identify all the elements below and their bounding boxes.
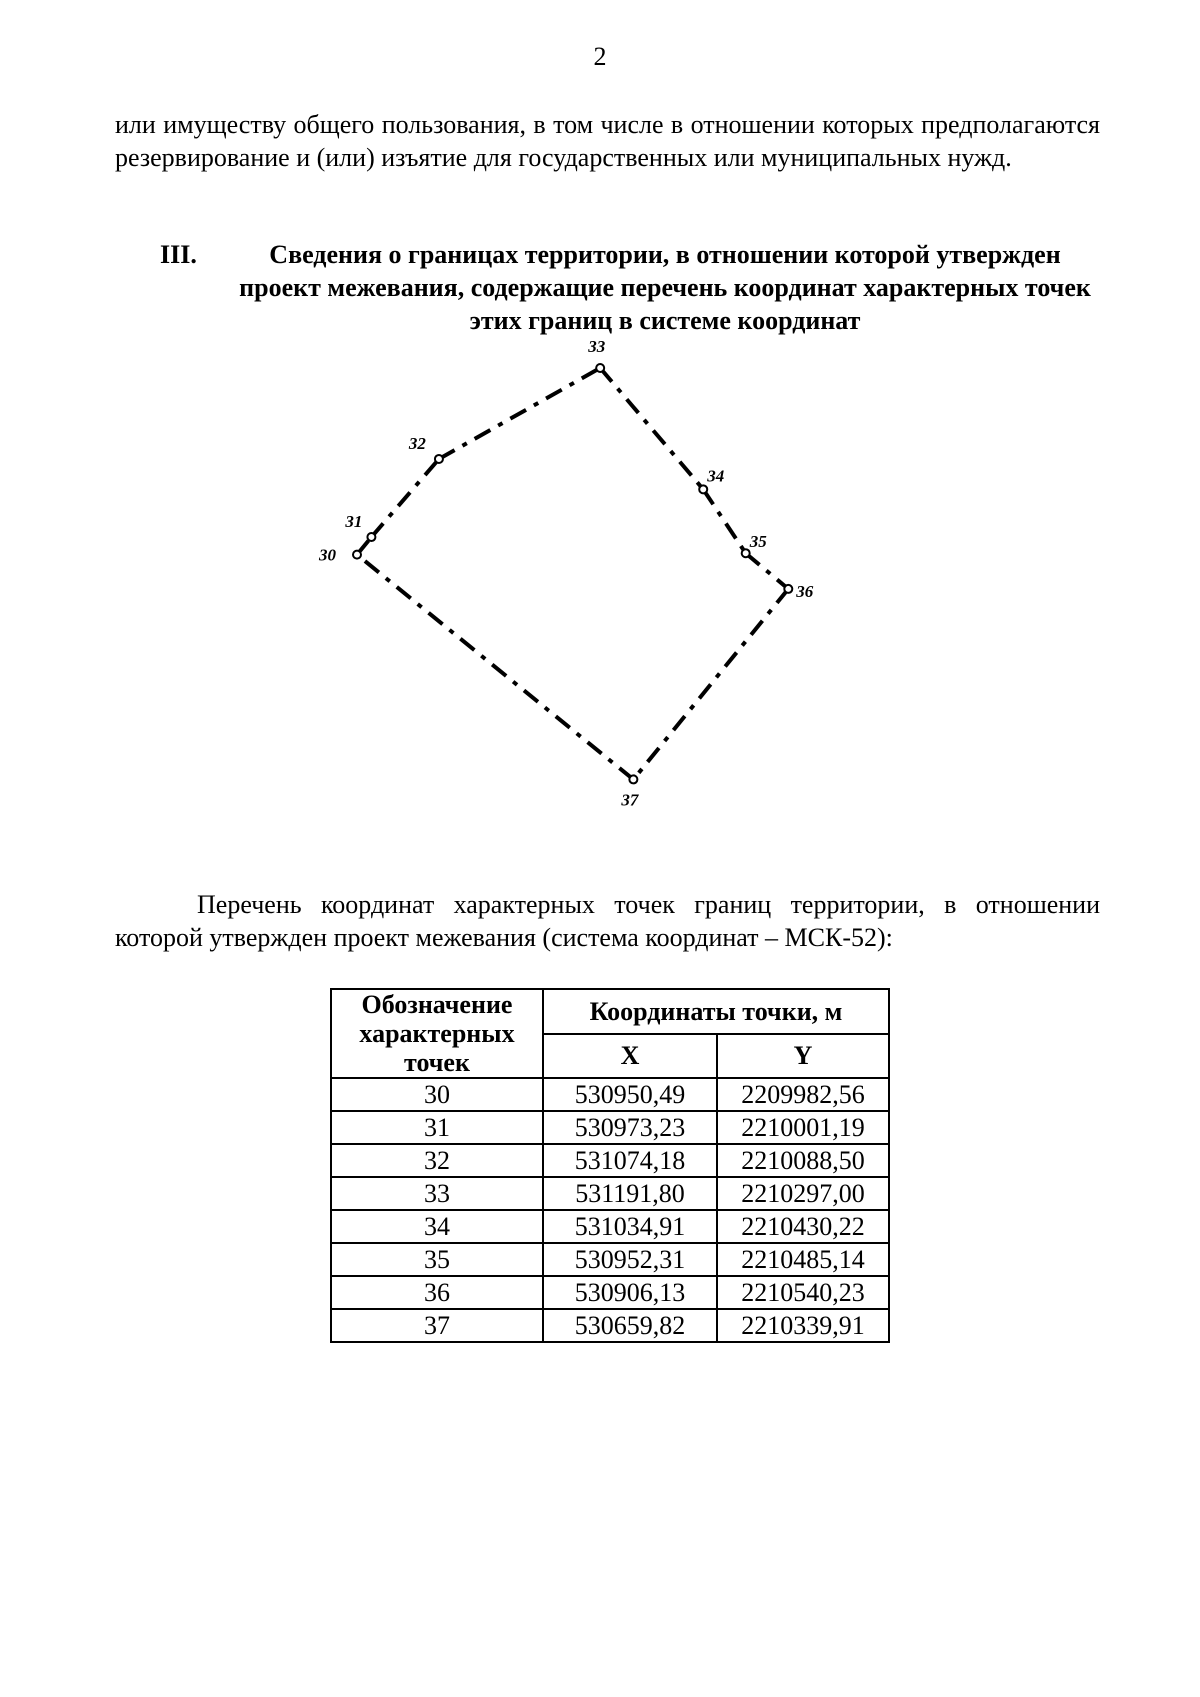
boundary-point bbox=[353, 551, 361, 559]
cell-x: 530906,13 bbox=[543, 1276, 717, 1309]
boundary-segment bbox=[371, 459, 439, 537]
boundary-segment bbox=[703, 489, 745, 553]
cell-y: 2210088,50 bbox=[717, 1144, 889, 1177]
point-label: 33 bbox=[588, 337, 606, 356]
header-coordinates: Координаты точки, м bbox=[543, 989, 889, 1034]
boundary-point bbox=[367, 533, 375, 541]
cell-x: 531034,91 bbox=[543, 1210, 717, 1243]
table-row bbox=[331, 1144, 889, 1177]
boundary-point bbox=[596, 364, 604, 372]
table-row bbox=[331, 1309, 889, 1342]
point-label: 34 bbox=[707, 466, 725, 486]
cell-x: 531074,18 bbox=[543, 1144, 717, 1177]
table-caption: Перечень координат характерных точек границ территории, в отношении которой утвержден проект межевания (система координат – МСК-52): bbox=[115, 890, 1100, 952]
cell-x: 530950,49 bbox=[543, 1078, 717, 1111]
point-label: 37 bbox=[621, 790, 639, 810]
table-row bbox=[331, 1210, 889, 1243]
header-point-designation: Обозначение характерных точек bbox=[331, 989, 543, 1078]
cell-x: 530952,31 bbox=[543, 1243, 717, 1276]
cell-point: 35 bbox=[331, 1243, 543, 1276]
cell-y: 2210297,00 bbox=[717, 1177, 889, 1210]
boundary-segment bbox=[633, 589, 788, 779]
cell-x: 531191,80 bbox=[543, 1177, 717, 1210]
table-row bbox=[331, 1177, 889, 1210]
cell-point: 36 bbox=[331, 1276, 543, 1309]
section-number: III. bbox=[160, 240, 197, 269]
intro-paragraph: или имуществу общего пользования, в том числе в отношении которых предполагаются резервирование и (или) изъятие для государственных или муниципальных нужд. bbox=[115, 110, 1100, 172]
cell-y: 2210540,23 bbox=[717, 1276, 889, 1309]
cell-x: 530659,82 bbox=[543, 1309, 717, 1342]
point-label: 31 bbox=[345, 512, 363, 532]
section-title: Сведения о границах территории, в отношении которой утвержден проект межевания, содержащие перечень координат характерных точек этих границ в системе координат bbox=[239, 240, 1091, 335]
boundary-diagram bbox=[319, 337, 890, 860]
cell-point: 33 bbox=[331, 1177, 543, 1210]
cell-x: 530973,23 bbox=[543, 1111, 717, 1144]
cell-y: 2210001,19 bbox=[717, 1111, 889, 1144]
boundary-point bbox=[699, 485, 707, 493]
boundary-point bbox=[435, 455, 443, 463]
boundary-segment bbox=[357, 555, 633, 780]
cell-y: 2210485,14 bbox=[717, 1243, 889, 1276]
page-number: 2 bbox=[593, 42, 607, 71]
cell-point: 30 bbox=[331, 1078, 543, 1111]
boundary-segment bbox=[600, 368, 703, 489]
cell-y: 2210430,22 bbox=[717, 1210, 889, 1243]
boundary-segment bbox=[439, 368, 600, 459]
coordinates-table bbox=[330, 988, 890, 1343]
cell-point: 31 bbox=[331, 1111, 543, 1144]
table-row bbox=[331, 1276, 889, 1309]
section-heading bbox=[150, 238, 1100, 337]
point-label: 32 bbox=[408, 433, 426, 453]
boundary-point bbox=[784, 585, 792, 593]
table-row bbox=[331, 1243, 889, 1276]
table-row bbox=[331, 1078, 889, 1111]
cell-point: 32 bbox=[331, 1144, 543, 1177]
boundary-segment bbox=[746, 553, 789, 589]
cell-point: 34 bbox=[331, 1210, 543, 1243]
cell-point: 37 bbox=[331, 1309, 543, 1342]
header-x: X bbox=[543, 1034, 717, 1079]
boundary-point bbox=[742, 549, 750, 557]
point-label: 30 bbox=[319, 545, 336, 565]
point-label: 36 bbox=[796, 581, 814, 601]
header-y: Y bbox=[717, 1034, 889, 1079]
boundary-point bbox=[629, 775, 637, 783]
cell-y: 2209982,56 bbox=[717, 1078, 889, 1111]
table-row bbox=[331, 1111, 889, 1144]
cell-y: 2210339,91 bbox=[717, 1309, 889, 1342]
point-label: 35 bbox=[749, 532, 767, 552]
